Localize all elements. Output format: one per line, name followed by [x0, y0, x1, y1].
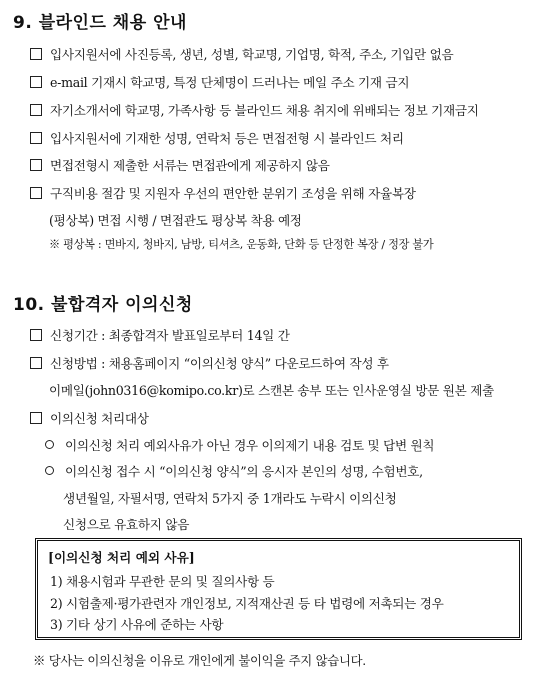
- processing-target: 이의신청 처리대상: [30, 408, 149, 427]
- checkbox-icon: [30, 187, 42, 199]
- checkbox-icon: [30, 412, 42, 424]
- checkbox-icon: [30, 159, 42, 171]
- list-item: 구직비용 절감 및 지원자 우선의 편안한 분위기 조성을 위해 자율복장: [30, 183, 416, 202]
- exception-item: 2) 시험출제·평가관련자 개인정보, 지적재산권 등 타 법령에 저촉되는 경우: [50, 596, 444, 611]
- application-period: 신청기간 : 최종합격자 발표일로부터 14일 간: [30, 325, 290, 344]
- checkbox-icon: [30, 329, 42, 341]
- sub-item-continuation: 생년월일, 자필서명, 연락처 5가지 중 1개라도 누락시 이의신청: [63, 491, 397, 506]
- circle-bullet-icon: [45, 466, 54, 475]
- list-item: 자기소개서에 학교명, 가족사항 등 블라인드 채용 취지에 위배되는 정보 기재금지: [30, 100, 479, 119]
- section-9-title: 9. 블라인드 채용 안내: [13, 13, 187, 33]
- exception-item: 3) 기타 상기 사유에 준하는 사항: [50, 617, 224, 632]
- sub-item: 이의신청 처리 예외사유가 아닌 경우 이의제기 내용 검토 및 답변 원칙: [45, 435, 434, 454]
- sub-item-continuation: 신청으로 유효하지 않음: [63, 517, 190, 532]
- section-10-title: 10. 불합격자 이의신청: [13, 295, 193, 315]
- application-method-continuation: 이메일(john0316@komipo.co.kr)로 스캔본 송부 또는 인사운영실 방문 원본 제출: [49, 383, 494, 398]
- checkbox-icon: [30, 132, 42, 144]
- exceptions-title: [이의신청 처리 예외 사유]: [48, 550, 195, 565]
- sub-item: 이의신청 접수 시 “이의신청 양식”의 응시자 본인의 성명, 수험번호,: [45, 461, 423, 480]
- list-item: e-mail 기재시 학교명, 특정 단체명이 드러나는 메일 주소 기재 금지: [30, 72, 409, 91]
- checkbox-icon: [30, 357, 42, 369]
- circle-bullet-icon: [45, 440, 54, 449]
- checkbox-icon: [30, 76, 42, 88]
- checkbox-icon: [30, 48, 42, 60]
- footer-note: ※ 당사는 이의신청을 이유로 개인에게 불이익을 주지 않습니다.: [33, 653, 366, 668]
- list-item: 입사지원서에 기재한 성명, 연락처 등은 면접전형 시 블라인드 처리: [30, 128, 404, 147]
- list-item: 입사지원서에 사진등록, 생년, 성별, 학교명, 기업명, 학적, 주소, 기입란 없음: [30, 44, 453, 63]
- exception-item: 1) 채용시험과 무관한 문의 및 질의사항 등: [50, 574, 275, 589]
- dress-code-note: ※ 평상복 : 면바지, 청바지, 남방, 티셔츠, 운동화, 단화 등 단정한 복장 / 정장 불가: [49, 238, 434, 251]
- checkbox-icon: [30, 104, 42, 116]
- application-method: 신청방법 : 채용홈페이지 “이의신청 양식” 다운로드하여 작성 후: [30, 353, 389, 372]
- list-item: 면접전형시 제출한 서류는 면접관에게 제공하지 않음: [30, 155, 330, 174]
- list-item-continuation: (평상복) 면접 시행 / 면접관도 평상복 착용 예정: [49, 213, 302, 228]
